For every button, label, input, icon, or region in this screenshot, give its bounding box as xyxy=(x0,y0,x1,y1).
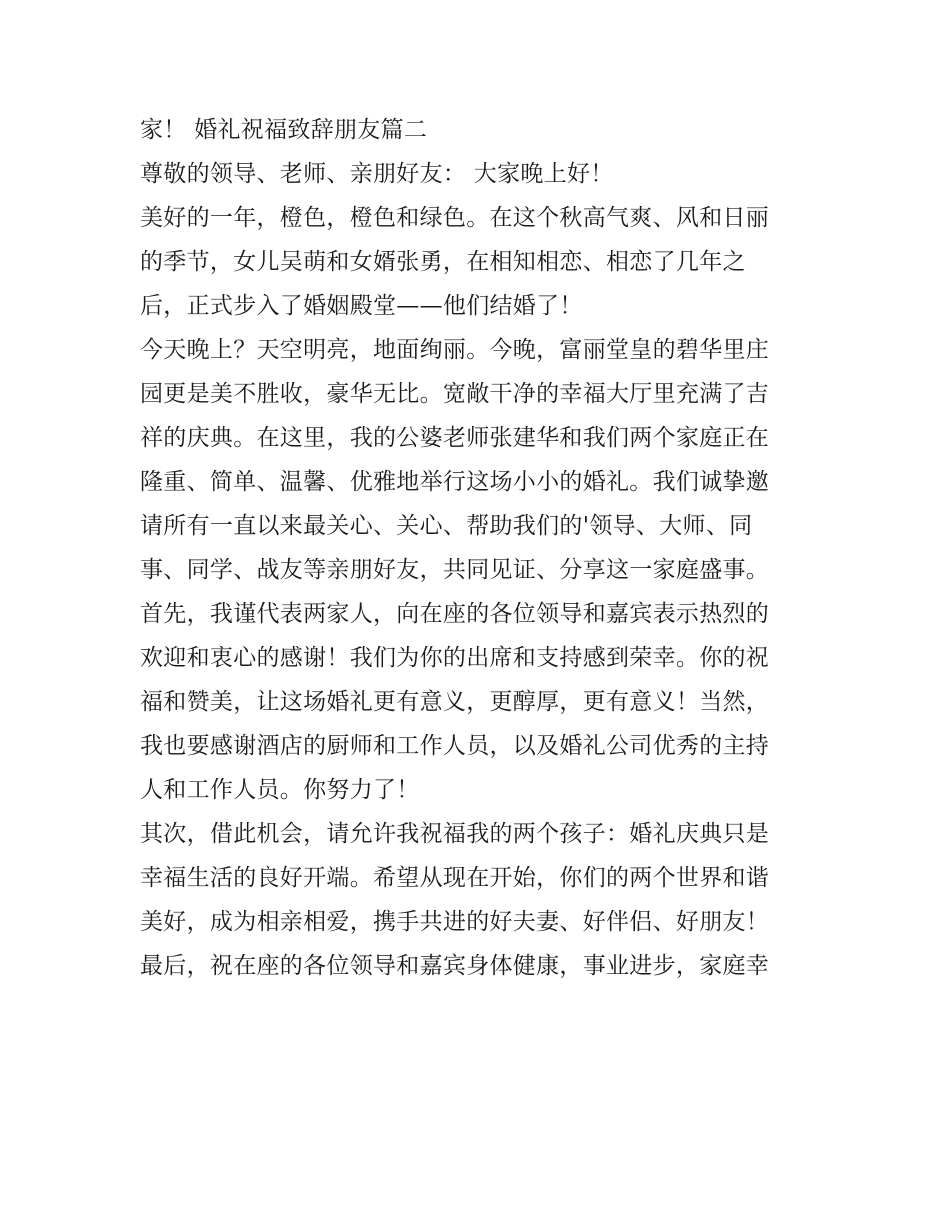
text-line: 今天晚上？天空明亮，地面绚丽。今晚，富丽堂皇的碧华里庄 xyxy=(140,337,770,363)
text-line: 事、同学、战友等亲朋好友，共同见证、分享这一家庭盛事。 xyxy=(140,557,770,583)
text-line: 祥的庆典。在这里，我的公婆老师张建华和我们两个家庭正在 xyxy=(140,425,770,451)
text-line: 美好的一年，橙色，橙色和绿色。在这个秋高气爽、风和日丽 xyxy=(140,205,770,231)
text-line: 请所有一直以来最关心、关心、帮助我们的'领导、大师、同 xyxy=(140,513,753,539)
text-line: 家！ 婚礼祝福致辞朋友篇二 xyxy=(140,117,428,143)
text-line: 欢迎和衷心的感谢！我们为你的出席和支持感到荣幸。你的祝 xyxy=(140,645,770,671)
text-line: 我也要感谢酒店的厨师和工作人员，以及婚礼公司优秀的主持 xyxy=(140,733,770,759)
text-line: 首先，我谨代表两家人，向在座的各位领导和嘉宾表示热烈的 xyxy=(140,601,770,627)
text-line: 其次，借此机会，请允许我祝福我的两个孩子：婚礼庆典只是 xyxy=(140,821,770,847)
text-line: 后，正式步入了婚姻殿堂——他们结婚了！ xyxy=(140,293,583,319)
text-line: 幸福生活的良好开端。希望从现在开始，你们的两个世界和谐 xyxy=(140,865,770,891)
text-line: 人和工作人员。你努力了！ xyxy=(140,777,420,803)
text-line: 尊敬的领导、老师、亲朋好友： 大家晚上好！ xyxy=(140,161,614,187)
text-line: 美好，成为相亲相爱，携手共进的好夫妻、好伴侣、好朋友！ xyxy=(140,909,770,935)
document-body xyxy=(140,108,820,988)
text-line: 的季节，女儿吴萌和女婿张勇，在相知相恋、相恋了几年之 xyxy=(140,249,746,275)
text-line: 最后，祝在座的各位领导和嘉宾身体健康，事业进步，家庭幸 xyxy=(140,953,770,979)
text-line: 隆重、简单、温馨、优雅地举行这场小小的婚礼。我们诚挚邀 xyxy=(140,469,770,495)
text-line: 园更是美不胜收，豪华无比。宽敞干净的幸福大厅里充满了吉 xyxy=(140,381,770,407)
text-line: 福和赞美，让这场婚礼更有意义，更醇厚，更有意义！当然， xyxy=(140,689,770,715)
